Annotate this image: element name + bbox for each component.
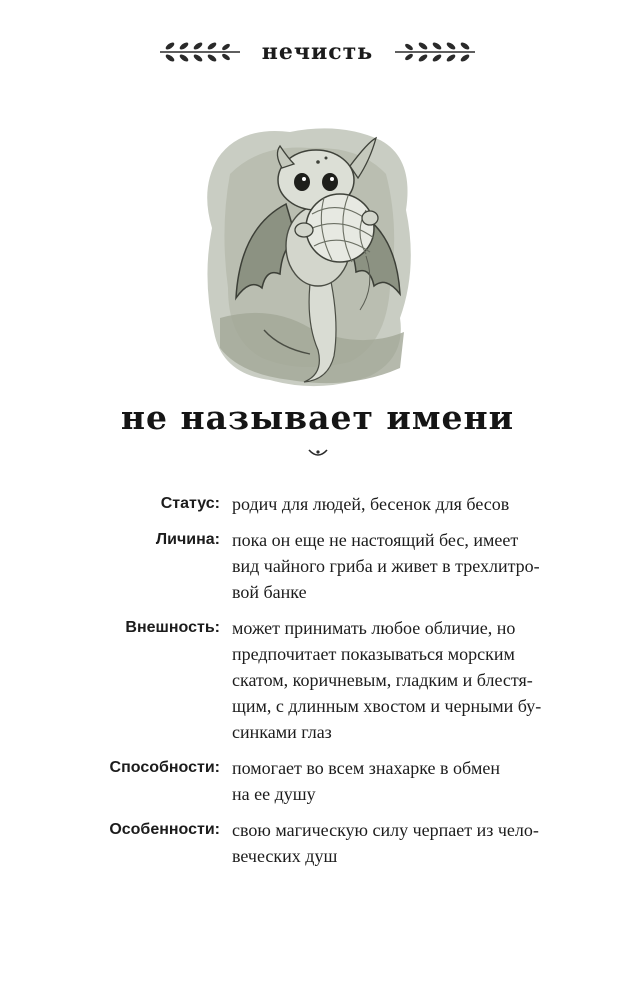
info-value: [232, 615, 572, 745]
info-line: пока он еще не настоящий бес, имеет: [232, 530, 519, 550]
info-value: [232, 491, 572, 517]
info-label: Личина:: [155, 531, 220, 548]
info-line: синками глаз: [232, 722, 332, 742]
info-line: вид чайного гриба и живет в трехлитро-: [232, 556, 540, 576]
ornament-swirl-icon: [307, 446, 329, 460]
laurel-branch-right-icon: [391, 39, 479, 65]
info-line: может принимать любое обличие, но: [232, 618, 516, 638]
info-line: родич для людей, бесенок для бесов: [232, 494, 510, 514]
info-line: скатом, коричневым, гладким и блестя-: [232, 670, 533, 690]
section-title: нечисть: [261, 39, 374, 65]
entry-title: не называет имени: [120, 398, 515, 437]
info-row-appearance: [70, 615, 590, 745]
info-row-status: [70, 491, 590, 517]
info-row-guise: [70, 527, 590, 605]
info-row-abilities: [70, 755, 590, 807]
info-label: Внешность:: [125, 619, 220, 636]
info-line: помогает во всем знахарке в обмен: [232, 758, 501, 778]
info-line: щим, с длинным хвостом и черными бу-: [232, 696, 542, 716]
info-line: свою магическую силу черпает из чело-: [232, 820, 539, 840]
page-header: [0, 30, 635, 74]
creature-illustration: [200, 118, 420, 390]
laurel-branch-left-icon: [156, 39, 244, 65]
info-table: [70, 491, 590, 879]
info-line: на ее душу: [232, 784, 316, 804]
info-value: [232, 755, 572, 807]
info-value: [232, 817, 572, 869]
info-value: [232, 527, 572, 605]
info-row-features: [70, 817, 590, 869]
info-label: Способности:: [109, 759, 220, 776]
info-line: предпочитает показываться морским: [232, 644, 515, 664]
info-line: вой банке: [232, 582, 307, 602]
info-label: Особенности:: [109, 821, 220, 838]
info-line: веческих душ: [232, 846, 338, 866]
info-label: Статус:: [160, 495, 220, 512]
